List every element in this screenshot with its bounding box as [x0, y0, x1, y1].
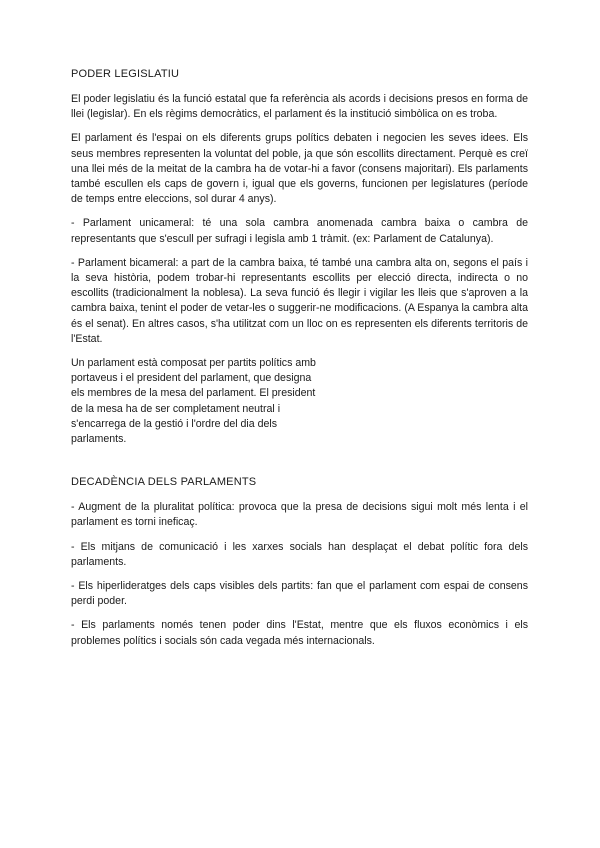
document-page — [71, 68, 528, 658]
list-item-mitjans: - Els mitjans de comunicació i les xarxes socials han desplaçat el debat polític fora dels parlaments. — [71, 540, 528, 568]
section-title-decadencia: DECADÈNCIA DELS PARLAMENTS — [71, 476, 257, 489]
list-item-hiperlideratges: - Els hiperlideratges dels caps visibles dels partits: fan que el parlament com espai de consens perdi poder. — [71, 580, 528, 608]
section-title-poder-legislatiu: PODER LEGISLATIU — [71, 68, 180, 80]
list-item-internacionals: - Els parlaments només tenen poder dins l'Estat, mentre que els fluxos econòmics i els problemes polítics i socials són cada vegada més internacionals. — [71, 619, 528, 647]
paragraph-parlament: El parlament és l'espai on els diferents grups polítics debaten i negocien les seves idees. Els seus membres representen la voluntat del poble, ja que són escollits directament. Perquè es creï una llei més de la meitat de la cambra ha de votar-hi a favor (consens majoritari). Els parlaments també escullen els caps de govern i, igual que els governs, funcionen per legislatures (període de temps entre eleccions, sol durar 4 anys). — [71, 132, 528, 206]
section-spacer — [71, 456, 528, 476]
list-item-pluralitat: - Augment de la pluralitat política: provoca que la presa de decisions sigui molt més lenta i el parlament es torni ineficaç. — [71, 501, 528, 529]
paragraph-unicameral: - Parlament unicameral: té una sola cambra anomenada cambra baixa o cambra de representants que s'escull per sufragi i legisla amb 1 tràmit. (ex: Parlament de Catalunya). — [71, 217, 528, 245]
paragraph-definition: El poder legislatiu és la funció estatal que fa referència als acords i decisions presos en forma de llei (legislar). En els règims democràtics, el parlament és la institució simbòlica on es troba. — [71, 93, 528, 121]
paragraph-composition: Un parlament està composat per partits polítics amb portaveus i el president del parlament, que designa els membres de la mesa del parlament. El president de la mesa ha de ser completament neutral i s'encarrega de la gestió i l'ordre del dia dels parlaments. — [71, 357, 316, 446]
paragraph-bicameral: - Parlament bicameral: a part de la cambra baixa, té també una cambra alta on, segons el país i la seva història, podem trobar-hi representants escollits per elecció directa, indirecta o no escollits (tradicionalment la noblesa). La seva funció és llegir i vigilar les lleis que s'aproven a la cambra baixa, tenint el poder de vetar-les o suggerir-ne modificacions. (A Espanya la cambra alta és el senat). En altres casos, s'ha utilitzat com un lloc on es representen els diferents territoris de l'Estat. — [71, 256, 528, 345]
